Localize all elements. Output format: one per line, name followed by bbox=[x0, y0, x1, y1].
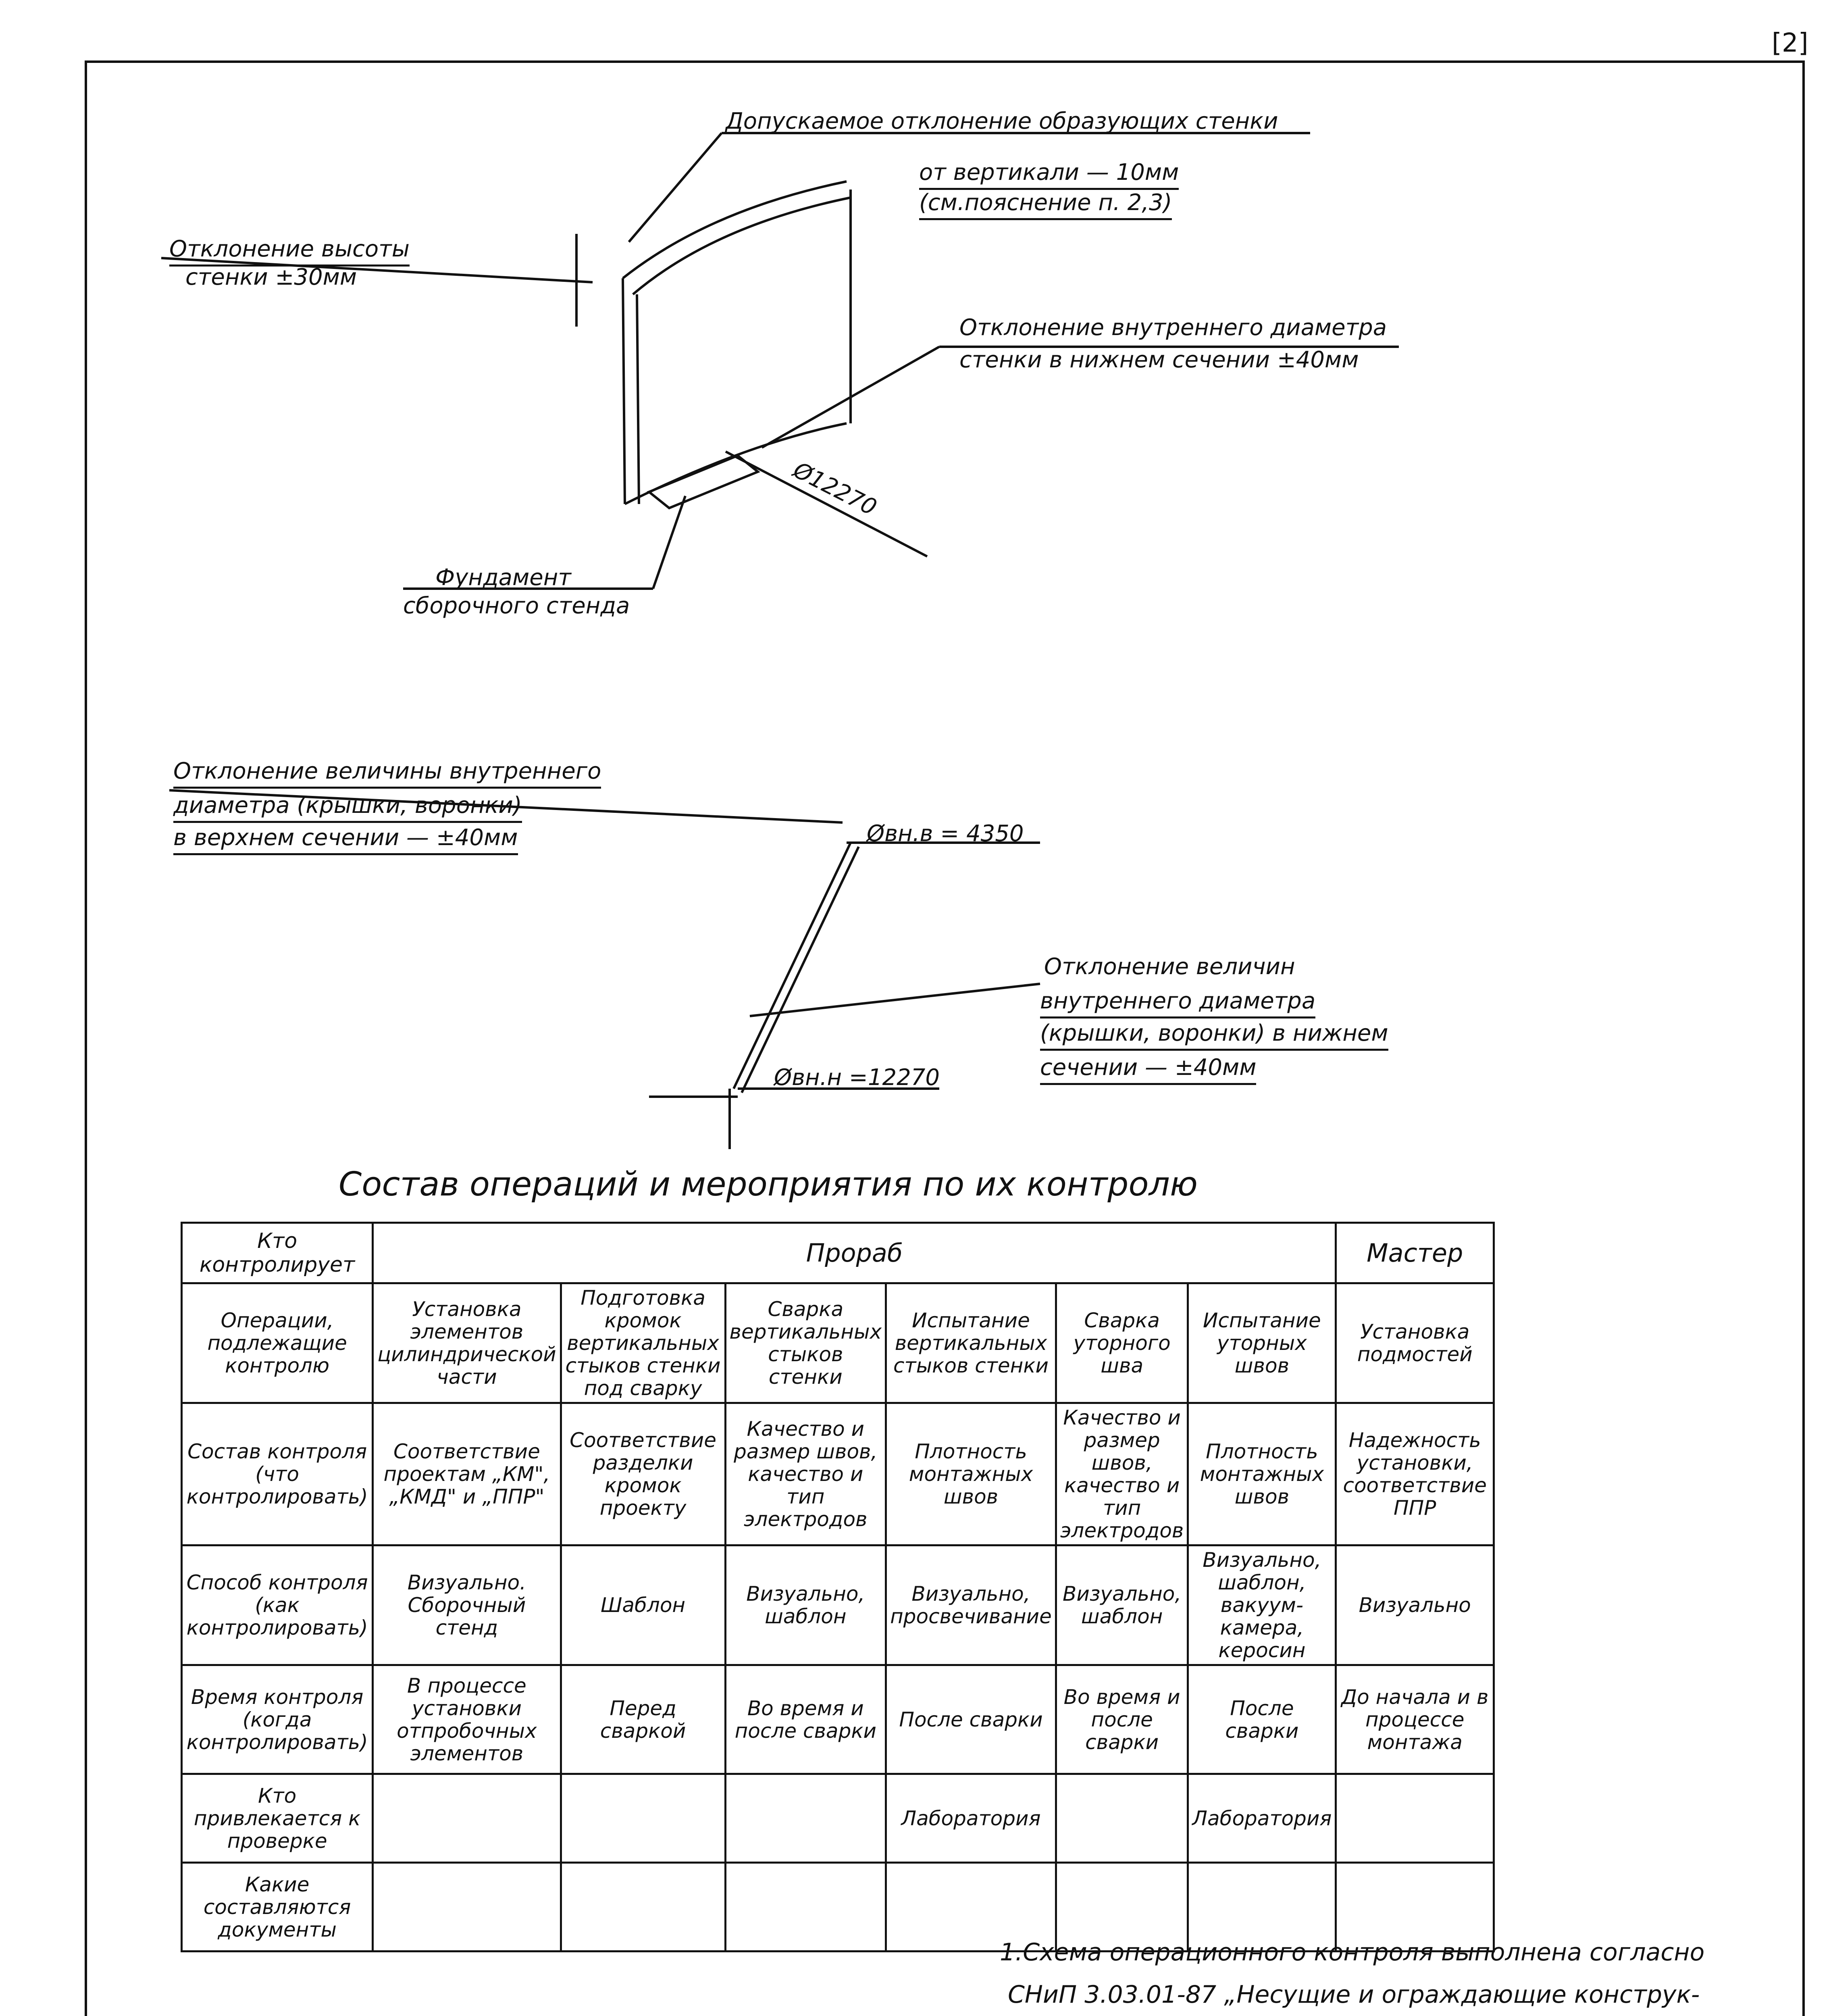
cell: Сварка уторного шва bbox=[1056, 1283, 1188, 1403]
height-deviation-l2: стенки ±30мм bbox=[185, 264, 357, 290]
cell bbox=[561, 1774, 725, 1863]
table-row bbox=[182, 1283, 1494, 1403]
notes-block bbox=[1000, 1931, 1748, 2016]
row-label: Способ контроля (как контролировать) bbox=[182, 1545, 373, 1665]
table-row bbox=[182, 1665, 1494, 1774]
bottom-deviation-l3: (крышки, воронки) в нижнем bbox=[1040, 1020, 1388, 1051]
allowed-deviation-l3: (см.пояснение п. 2,3) bbox=[919, 190, 1172, 220]
tank-left-edge bbox=[623, 278, 625, 504]
cell: Визуально bbox=[1336, 1545, 1494, 1665]
cell: Лаборатория bbox=[886, 1774, 1056, 1863]
foundation-block bbox=[649, 456, 758, 508]
cell: Надежность установки, соответствие ППР bbox=[1336, 1403, 1494, 1545]
note-line: 1.Схема операционного контроля выполнена согласно bbox=[1000, 1938, 1705, 1966]
cell: Визуально, шаблон bbox=[725, 1545, 886, 1665]
header-who-controls: Кто контролирует bbox=[182, 1223, 373, 1283]
diameter-dimension: Ø12270 bbox=[789, 457, 881, 521]
allowed-deviation-l2: от вертикали — 10мм bbox=[919, 159, 1179, 190]
cell bbox=[373, 1774, 561, 1863]
height-deviation-l1: Отклонение высоты bbox=[169, 236, 410, 267]
bottom-dimension: Øвн.н =12270 bbox=[774, 1064, 940, 1091]
top-deviation-l1: Отклонение величины внутреннего bbox=[173, 758, 601, 789]
foundation-l2: сборочного стенда bbox=[403, 593, 630, 619]
inner-diameter-l1: Отклонение внутреннего диаметра bbox=[959, 314, 1387, 341]
cell: Визуально. Сборочный стенд bbox=[373, 1545, 561, 1665]
cell bbox=[725, 1863, 886, 1951]
header-master: Мастер bbox=[1336, 1223, 1494, 1283]
top-dimension: Øвн.в = 4350 bbox=[867, 821, 1024, 847]
cell: Подготовка кромок вертикальных стыков стенки под сварку bbox=[561, 1283, 725, 1403]
cell: Визуально, просвечивание bbox=[886, 1545, 1056, 1665]
diam-dim bbox=[726, 452, 927, 556]
cell: Испытание вертикальных стыков стенки bbox=[886, 1283, 1056, 1403]
foundation-l1: Фундамент bbox=[435, 564, 571, 591]
funnel-wall bbox=[734, 843, 851, 1089]
table-title: Состав операций и мероприятия по их контролю bbox=[339, 1165, 1198, 1204]
cell: После сварки bbox=[1188, 1665, 1336, 1774]
cell: До начала и в процессе монтажа bbox=[1336, 1665, 1494, 1774]
bottom-deviation-l4: сечении — ±40мм bbox=[1040, 1054, 1256, 1085]
cell bbox=[1056, 1774, 1188, 1863]
bottom-deviation-l1: Отклонение величин bbox=[1044, 954, 1295, 980]
cell bbox=[561, 1863, 725, 1951]
top-deviation-l2: диаметра (крышки, воронки) bbox=[173, 792, 522, 823]
cell: Шаблон bbox=[561, 1545, 725, 1665]
cell: Соответствие разделки кромок проекту bbox=[561, 1403, 725, 1545]
cell: Плотность монтажных швов bbox=[1188, 1403, 1336, 1545]
cell: Установка подмостей bbox=[1336, 1283, 1494, 1403]
table-row bbox=[182, 1545, 1494, 1665]
cell: Плотность монтажных швов bbox=[886, 1403, 1056, 1545]
cell: Визуально, шаблон bbox=[1056, 1545, 1188, 1665]
cell bbox=[1336, 1774, 1494, 1863]
table-header-row bbox=[182, 1223, 1494, 1283]
cell: Лаборатория bbox=[1188, 1774, 1336, 1863]
row-label: Операции, подлежащие контролю bbox=[182, 1283, 373, 1403]
row-label: Время контроля (когда контролировать) bbox=[182, 1665, 373, 1774]
header-foreman: Прораб bbox=[373, 1223, 1336, 1283]
cell: Во время и после сварки bbox=[1056, 1665, 1188, 1774]
tank-wall-outer bbox=[623, 181, 847, 278]
leader-bottom bbox=[750, 984, 1040, 1016]
table-row bbox=[182, 1774, 1494, 1863]
corner-mark: [2] bbox=[1772, 28, 1808, 58]
row-label: Состав контроля (что контролировать) bbox=[182, 1403, 373, 1545]
table-row bbox=[182, 1403, 1494, 1545]
cell: Перед сваркой bbox=[561, 1665, 725, 1774]
top-deviation-l3: в верхнем сечении — ±40мм bbox=[173, 825, 518, 855]
cell: Сварка вертикальных стыков стенки bbox=[725, 1283, 886, 1403]
cell: Установка элементов цилиндрической части bbox=[373, 1283, 561, 1403]
cell bbox=[373, 1863, 561, 1951]
cell: Испытание уторных швов bbox=[1188, 1283, 1336, 1403]
allowed-deviation-l1: Допускаемое отклонение образующих стенки bbox=[726, 108, 1278, 134]
cell: Соответствие проектам „КМ", „КМД" и „ППР" bbox=[373, 1403, 561, 1545]
row-label: Какие составляются документы bbox=[182, 1863, 373, 1951]
inner-diameter-l2: стенки в нижнем сечении ±40мм bbox=[959, 347, 1359, 373]
cell: Качество и размер швов, качество и тип электродов bbox=[1056, 1403, 1188, 1545]
operations-table bbox=[181, 1222, 1495, 1952]
funnel-wall2 bbox=[742, 847, 859, 1093]
row-label: Кто привлекается к проверке bbox=[182, 1774, 373, 1863]
cell: После сварки bbox=[886, 1665, 1056, 1774]
leader-foundation bbox=[653, 496, 685, 589]
cell: Качество и размер швов, качество и тип электродов bbox=[725, 1403, 886, 1545]
cell: В процессе установки отпробочных элементов bbox=[373, 1665, 561, 1774]
cell: Визуально, шаблон, вакуум-камера, керосин bbox=[1188, 1545, 1336, 1665]
cell bbox=[725, 1774, 886, 1863]
cell: Во время и после сварки bbox=[725, 1665, 886, 1774]
note-line: СНиП 3.03.01-87 „Несущие и ограждающие конструк- bbox=[1008, 1981, 1700, 2009]
bottom-deviation-l2: внутреннего диаметра bbox=[1040, 988, 1315, 1018]
tank-left-edge2 bbox=[637, 294, 639, 504]
